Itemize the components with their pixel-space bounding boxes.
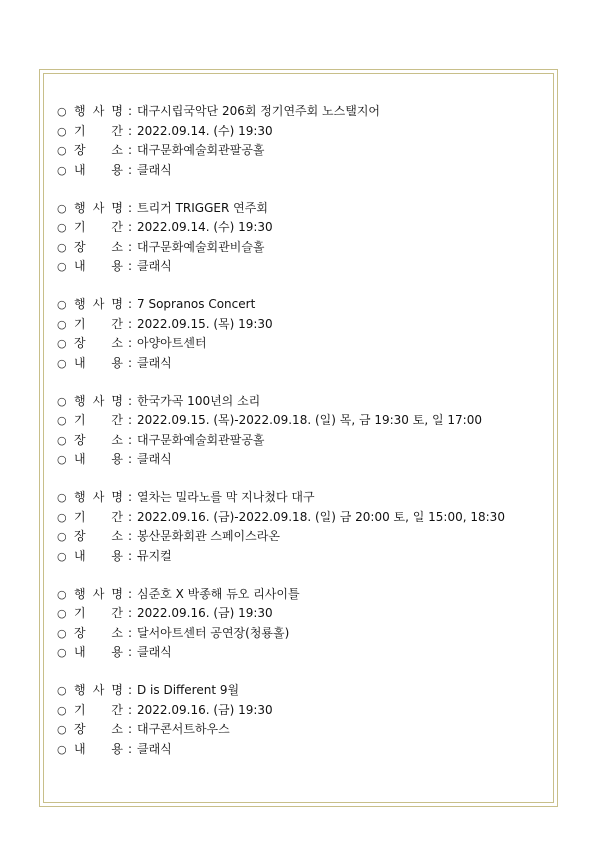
label-char: 명 [111,200,123,215]
colon-separator: : [127,702,133,717]
circle-bullet-icon: ○ [57,587,67,601]
event-content-row [57,450,547,470]
event-name-value: 7 Sopranos Concert [137,297,256,311]
field-label-venue [71,141,123,161]
label-char: 기 [74,316,86,331]
event-venue-row [57,527,547,547]
label-char: 소 [111,722,123,736]
circle-bullet-icon: ○ [57,394,67,408]
event-block [57,295,547,373]
colon-separator: : [127,143,133,157]
label-char: 사 [92,490,105,504]
event-block [57,585,547,663]
circle-bullet-icon: ○ [57,298,67,311]
field-label-content [71,354,123,374]
colon-separator: : [127,104,133,118]
circle-bullet-icon: ○ [57,240,67,254]
label-char: 행 [74,104,86,118]
label-char: 명 [111,683,123,697]
event-name-row [57,681,547,701]
label-char: 기 [74,606,86,620]
field-label-name [71,488,123,508]
colon-separator: : [127,259,133,273]
circle-bullet-icon: ○ [57,684,67,697]
event-venue-row [57,431,547,451]
colon-separator: : [127,162,133,177]
event-content-value: 클래식 [137,355,172,370]
label-char: 간 [111,509,123,524]
event-period-row [57,508,547,528]
event-block [57,102,547,180]
circle-bullet-icon: ○ [57,144,67,157]
circle-bullet-icon: ○ [57,317,67,331]
colon-separator: : [127,606,133,620]
event-period-value: 2022.09.16. (금) 19:30 [137,606,273,620]
label-char: 사 [92,393,105,408]
field-label-content [71,161,123,181]
colon-separator: : [127,200,133,215]
event-period-row [57,701,547,721]
circle-bullet-icon: ○ [57,414,67,427]
event-venue-row [57,624,547,644]
event-period-value: 2022.09.15. (목) 19:30 [137,316,273,331]
event-name-row [57,295,547,315]
event-block [57,392,547,470]
label-char: 기 [74,413,86,427]
label-char: 간 [111,413,123,427]
circle-bullet-icon: ○ [57,491,67,504]
event-period-value: 2022.09.15. (목)-2022.09.18. (일) 목, 금 19:30 토, 일 17:00 [137,413,482,427]
event-block [57,681,547,759]
event-name-row [57,585,547,605]
field-label-content [71,257,123,277]
label-char: 행 [74,200,86,215]
circle-bullet-icon: ○ [57,607,67,620]
field-label-content [71,643,123,663]
label-char: 간 [111,606,123,620]
field-label-period [71,604,123,624]
event-name-value: D is Different 9월 [137,683,240,697]
event-venue-value: 달서아트센터 공연장(청룡홀) [137,625,290,640]
label-char: 간 [111,702,123,717]
colon-separator: : [127,741,133,756]
colon-separator: : [127,336,133,350]
label-char: 용 [111,259,123,273]
label-char: 사 [92,297,105,311]
label-char: 기 [74,220,86,234]
event-period-row [57,122,547,142]
label-char: 장 [74,432,86,447]
event-venue-value: 대구문화예술회관팔공홀 [137,143,265,157]
field-label-period [71,218,123,238]
field-label-name [71,102,123,122]
circle-bullet-icon: ○ [57,163,67,177]
colon-separator: : [127,490,133,504]
circle-bullet-icon: ○ [57,105,67,118]
label-char: 소 [111,529,123,543]
label-char: 용 [111,162,123,177]
label-char: 기 [74,123,86,138]
event-period-value: 2022.09.14. (수) 19:30 [137,220,273,234]
circle-bullet-icon: ○ [57,433,67,447]
label-char: 기 [74,702,86,717]
field-label-name [71,199,123,219]
field-label-venue [71,431,123,451]
event-list [57,102,547,778]
circle-bullet-icon: ○ [57,260,67,273]
event-content-value: 클래식 [137,259,172,273]
label-char: 내 [74,452,86,466]
event-period-value: 2022.09.14. (수) 19:30 [137,123,273,138]
colon-separator: : [127,432,133,447]
event-period-row [57,604,547,624]
field-label-venue [71,527,123,547]
circle-bullet-icon: ○ [57,510,67,524]
circle-bullet-icon: ○ [57,453,67,466]
event-name-value: 대구시립국악단 206회 정기연주회 노스탤지어 [137,104,381,118]
event-name-value: 심준호 X 박종해 듀오 리사이틀 [137,586,300,601]
event-content-row [57,643,547,663]
colon-separator: : [127,452,133,466]
event-venue-value: 대구콘서트하우스 [137,722,230,736]
event-content-row [57,547,547,567]
label-char: 장 [74,143,86,157]
event-venue-value: 아양아트센터 [137,336,207,350]
event-content-row [57,161,547,181]
field-label-venue [71,624,123,644]
event-content-value: 클래식 [137,645,172,659]
colon-separator: : [127,220,133,234]
event-period-value: 2022.09.16. (금) 19:30 [137,702,273,717]
field-label-venue [71,720,123,740]
field-label-name [71,681,123,701]
colon-separator: : [127,625,133,640]
event-period-row [57,315,547,335]
event-content-value: 뮤지컬 [137,548,172,563]
label-char: 사 [92,683,105,697]
field-label-content [71,547,123,567]
field-label-period [71,508,123,528]
event-venue-value: 봉산문화회관 스페이스라온 [137,529,280,543]
label-char: 소 [111,432,123,447]
label-char: 용 [111,645,123,659]
colon-separator: : [127,509,133,524]
label-char: 소 [111,143,123,157]
field-label-period [71,701,123,721]
label-char: 장 [74,336,86,350]
label-char: 행 [74,683,86,697]
label-char: 내 [74,162,86,177]
event-period-row [57,411,547,431]
field-label-content [71,740,123,760]
event-name-row [57,102,547,122]
colon-separator: : [127,413,133,427]
event-name-value: 트리거 TRIGGER 연주회 [137,200,268,215]
circle-bullet-icon: ○ [57,201,67,215]
event-name-row [57,199,547,219]
field-label-name [71,585,123,605]
colon-separator: : [127,355,133,370]
colon-separator: : [127,722,133,736]
event-name-row [57,392,547,412]
label-char: 행 [74,297,86,311]
event-name-value: 한국가곡 100년의 소리 [137,393,261,408]
event-venue-value: 대구문화예술회관팔공홀 [137,432,265,447]
label-char: 내 [74,548,86,563]
circle-bullet-icon: ○ [57,337,67,350]
event-block [57,199,547,277]
label-char: 장 [74,529,86,543]
label-char: 기 [74,509,86,524]
circle-bullet-icon: ○ [57,646,67,659]
circle-bullet-icon: ○ [57,124,67,138]
event-content-row [57,354,547,374]
event-venue-row [57,141,547,161]
label-char: 명 [111,490,123,504]
label-char: 명 [111,393,123,408]
label-char: 행 [74,490,86,504]
label-char: 소 [111,336,123,350]
circle-bullet-icon: ○ [57,626,67,640]
event-period-row [57,218,547,238]
event-venue-value: 대구문화예술회관비슬홀 [137,239,265,254]
label-char: 용 [111,452,123,466]
label-char: 간 [111,316,123,331]
label-char: 장 [74,625,86,640]
field-label-name [71,392,123,412]
label-char: 내 [74,645,86,659]
circle-bullet-icon: ○ [57,356,67,370]
event-venue-row [57,334,547,354]
label-char: 용 [111,741,123,756]
label-char: 간 [111,220,123,234]
label-char: 사 [92,104,105,118]
field-label-period [71,411,123,431]
event-period-value: 2022.09.16. (금)-2022.09.18. (일) 금 20:00 토, 일 15:00, 18:30 [137,509,505,524]
label-char: 장 [74,722,86,736]
label-char: 내 [74,355,86,370]
circle-bullet-icon: ○ [57,221,67,234]
label-char: 명 [111,297,123,311]
label-char: 명 [111,104,123,118]
label-char: 내 [74,259,86,273]
event-content-value: 클래식 [137,162,172,177]
event-venue-row [57,720,547,740]
label-char: 행 [74,586,86,601]
field-label-name [71,295,123,315]
label-char: 행 [74,393,86,408]
colon-separator: : [127,645,133,659]
event-name-value: 열차는 밀라노를 막 지나쳤다 대구 [137,490,315,504]
label-char: 내 [74,741,86,756]
circle-bullet-icon: ○ [57,723,67,736]
event-block [57,488,547,566]
field-label-venue [71,334,123,354]
colon-separator: : [127,123,133,138]
circle-bullet-icon: ○ [57,549,67,563]
event-content-value: 클래식 [137,452,172,466]
colon-separator: : [127,316,133,331]
event-name-row [57,488,547,508]
label-char: 소 [111,625,123,640]
circle-bullet-icon: ○ [57,703,67,717]
label-char: 사 [92,586,105,601]
colon-separator: : [127,586,133,601]
circle-bullet-icon: ○ [57,742,67,756]
field-label-period [71,315,123,335]
colon-separator: : [127,529,133,543]
field-label-period [71,122,123,142]
label-char: 용 [111,548,123,563]
colon-separator: : [127,393,133,408]
colon-separator: : [127,297,133,311]
colon-separator: : [127,548,133,563]
label-char: 간 [111,123,123,138]
field-label-content [71,450,123,470]
label-char: 용 [111,355,123,370]
event-content-row [57,740,547,760]
event-venue-row [57,238,547,258]
colon-separator: : [127,683,133,697]
label-char: 명 [111,586,123,601]
event-content-value: 클래식 [137,741,172,756]
field-label-venue [71,238,123,258]
label-char: 소 [111,239,123,254]
label-char: 장 [74,239,86,254]
colon-separator: : [127,239,133,254]
circle-bullet-icon: ○ [57,530,67,543]
label-char: 사 [92,200,105,215]
event-content-row [57,257,547,277]
